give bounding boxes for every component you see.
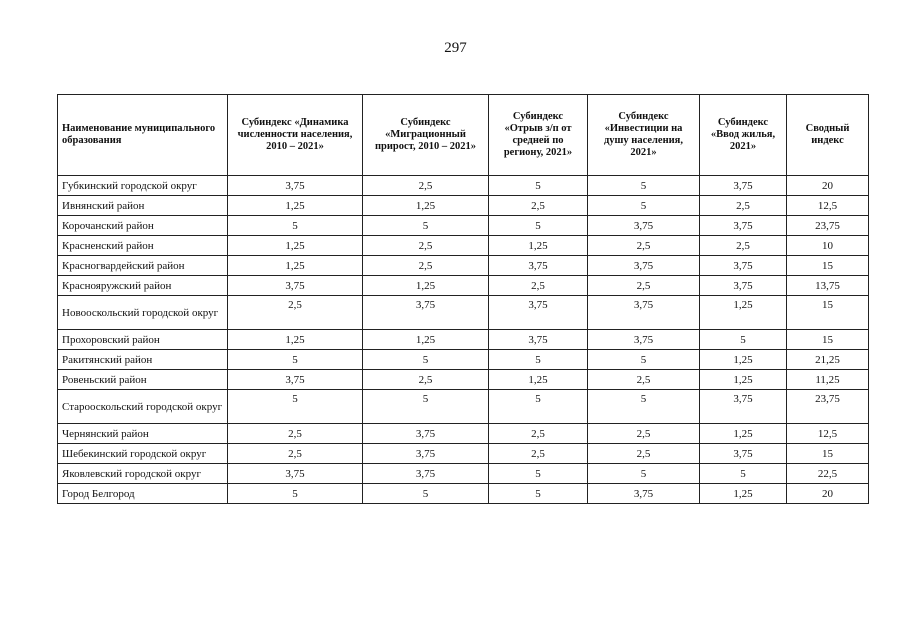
cell-summary: 13,75: [787, 276, 869, 296]
cell-value: 5: [489, 390, 588, 424]
header-municipality: Наименование муниципального образования: [58, 95, 228, 176]
cell-summary: 10: [787, 236, 869, 256]
table-row: [58, 424, 869, 444]
cell-value: 1,25: [363, 276, 489, 296]
cell-municipality: Губкинский городской округ: [58, 176, 228, 196]
cell-summary: 15: [787, 296, 869, 330]
cell-value: 3,75: [700, 444, 787, 464]
header-summary-index: Сводный индекс: [787, 95, 869, 176]
cell-value: 1,25: [700, 296, 787, 330]
cell-summary: 22,5: [787, 464, 869, 484]
cell-value: 3,75: [588, 256, 700, 276]
cell-value: 3,75: [363, 464, 489, 484]
cell-value: 5: [363, 484, 489, 504]
cell-value: 5: [363, 216, 489, 236]
cell-summary: 12,5: [787, 196, 869, 216]
cell-value: 2,5: [588, 444, 700, 464]
cell-value: 3,75: [489, 330, 588, 350]
cell-municipality: Корочанский район: [58, 216, 228, 236]
cell-municipality: Старооскольский городской округ: [58, 390, 228, 424]
cell-value: 5: [588, 176, 700, 196]
cell-value: 1,25: [228, 330, 363, 350]
cell-value: 5: [588, 464, 700, 484]
cell-value: 5: [489, 484, 588, 504]
table-row: [58, 236, 869, 256]
cell-value: 3,75: [363, 444, 489, 464]
cell-summary: 20: [787, 176, 869, 196]
cell-value: 5: [588, 390, 700, 424]
cell-value: 2,5: [489, 196, 588, 216]
cell-value: 1,25: [228, 196, 363, 216]
header-investment-per-capita: Субиндекс «Инвестиции на душу населения, 2021»: [588, 95, 700, 176]
table-row: [58, 370, 869, 390]
cell-municipality: Шебекинский городской округ: [58, 444, 228, 464]
cell-value: 1,25: [363, 196, 489, 216]
cell-value: 5: [700, 330, 787, 350]
cell-value: 3,75: [363, 424, 489, 444]
cell-value: 5: [588, 350, 700, 370]
header-salary-gap: Субиндекс «Отрыв з/п от средней по региону, 2021»: [489, 95, 588, 176]
cell-value: 3,75: [588, 296, 700, 330]
cell-value: 1,25: [363, 330, 489, 350]
cell-summary: 23,75: [787, 390, 869, 424]
cell-value: 1,25: [700, 350, 787, 370]
cell-value: 5: [489, 216, 588, 236]
cell-municipality: Яковлевский городской округ: [58, 464, 228, 484]
table-header-row: [58, 95, 869, 176]
table-row: [58, 216, 869, 236]
cell-value: 1,25: [228, 256, 363, 276]
cell-value: 5: [700, 464, 787, 484]
table-row: [58, 464, 869, 484]
cell-value: 5: [228, 350, 363, 370]
cell-value: 2,5: [363, 236, 489, 256]
cell-value: 2,5: [588, 370, 700, 390]
cell-value: 5: [228, 216, 363, 236]
table-row: [58, 176, 869, 196]
cell-value: 5: [588, 196, 700, 216]
cell-value: 2,5: [228, 424, 363, 444]
cell-summary: 23,75: [787, 216, 869, 236]
page-number: 297: [444, 40, 467, 56]
cell-value: 2,5: [363, 176, 489, 196]
cell-value: 1,25: [489, 370, 588, 390]
cell-municipality: Прохоровский район: [58, 330, 228, 350]
cell-value: 2,5: [489, 444, 588, 464]
subindex-table: [57, 94, 869, 504]
cell-municipality: Ракитянский район: [58, 350, 228, 370]
cell-value: 3,75: [228, 176, 363, 196]
cell-value: 3,75: [700, 256, 787, 276]
cell-value: 1,25: [700, 370, 787, 390]
header-population-dynamics: Субиндекс «Динамика численности населения, 2010 – 2021»: [228, 95, 363, 176]
header-housing-commissioning: Субиндекс «Ввод жилья, 2021»: [700, 95, 787, 176]
cell-municipality: Город Белгород: [58, 484, 228, 504]
cell-value: 5: [489, 176, 588, 196]
cell-summary: 15: [787, 256, 869, 276]
cell-value: 3,75: [700, 176, 787, 196]
table-row: [58, 276, 869, 296]
cell-value: 3,75: [700, 390, 787, 424]
cell-summary: 21,25: [787, 350, 869, 370]
cell-value: 5: [228, 484, 363, 504]
cell-municipality: Новооскольский городской округ: [58, 296, 228, 330]
cell-value: 2,5: [489, 276, 588, 296]
cell-value: 3,75: [700, 216, 787, 236]
cell-municipality: Красненский район: [58, 236, 228, 256]
cell-value: 2,5: [363, 256, 489, 276]
cell-value: 2,5: [588, 236, 700, 256]
cell-value: 3,75: [489, 296, 588, 330]
cell-municipality: Красногвардейский район: [58, 256, 228, 276]
cell-value: 2,5: [700, 196, 787, 216]
cell-value: 1,25: [228, 236, 363, 256]
cell-municipality: Ивнянский район: [58, 196, 228, 216]
cell-value: 3,75: [588, 484, 700, 504]
cell-value: 3,75: [363, 296, 489, 330]
cell-summary: 20: [787, 484, 869, 504]
table-row: [58, 390, 869, 424]
table-row: [58, 196, 869, 216]
cell-value: 3,75: [588, 330, 700, 350]
header-migration-growth: Субиндекс «Миграционный прирост, 2010 – 2021»: [363, 95, 489, 176]
table-row: [58, 256, 869, 276]
cell-value: 2,5: [489, 424, 588, 444]
cell-value: 1,25: [700, 424, 787, 444]
cell-summary: 12,5: [787, 424, 869, 444]
cell-value: 5: [489, 350, 588, 370]
cell-summary: 15: [787, 330, 869, 350]
cell-municipality: Чернянский район: [58, 424, 228, 444]
cell-value: 2,5: [700, 236, 787, 256]
cell-municipality: Ровеньский район: [58, 370, 228, 390]
cell-value: 2,5: [588, 424, 700, 444]
cell-value: 3,75: [228, 276, 363, 296]
cell-summary: 15: [787, 444, 869, 464]
cell-value: 1,25: [489, 236, 588, 256]
cell-value: 2,5: [588, 276, 700, 296]
table-row: [58, 350, 869, 370]
cell-value: 5: [363, 350, 489, 370]
table-row: [58, 484, 869, 504]
table-row: [58, 330, 869, 350]
cell-value: 2,5: [363, 370, 489, 390]
table-row: [58, 296, 869, 330]
cell-summary: 11,25: [787, 370, 869, 390]
cell-value: 3,75: [588, 216, 700, 236]
cell-value: 2,5: [228, 296, 363, 330]
cell-value: 3,75: [228, 370, 363, 390]
cell-value: 3,75: [489, 256, 588, 276]
cell-value: 5: [228, 390, 363, 424]
cell-value: 2,5: [228, 444, 363, 464]
cell-value: 5: [489, 464, 588, 484]
cell-value: 3,75: [228, 464, 363, 484]
cell-municipality: Краснояружский район: [58, 276, 228, 296]
table-row: [58, 444, 869, 464]
cell-value: 5: [363, 390, 489, 424]
cell-value: 1,25: [700, 484, 787, 504]
cell-value: 3,75: [700, 276, 787, 296]
